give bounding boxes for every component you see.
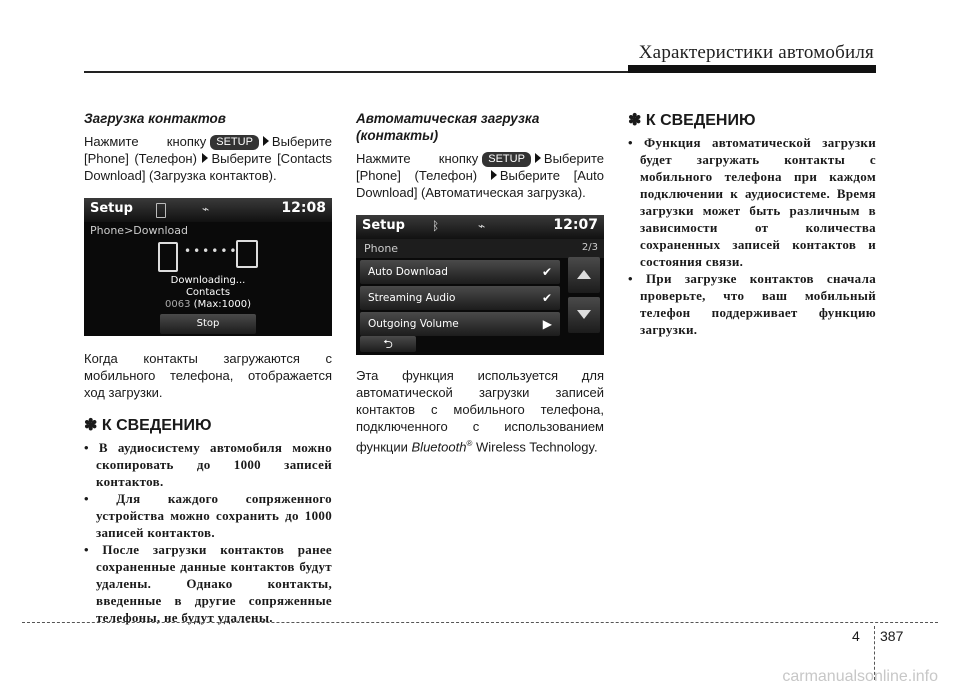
footer-rule [22,622,938,623]
check-icon: ✔ [541,265,552,279]
phone-device-icon [158,242,178,272]
screen-subtitle [356,239,604,258]
section-heading: Загрузка контактов [84,111,226,126]
instruction-text: Нажмите кнопку [84,134,207,149]
caution-heading: ✽ К СВЕДЕНИЮ [84,417,212,434]
instruction-paragraph [356,150,604,201]
chevron-right-icon: ▶ [542,317,552,331]
screen-clock: 12:07 [553,217,598,233]
bluetooth-icon: ᛒ [432,219,440,233]
column-notes [628,110,876,338]
screen-title: Setup [90,201,133,216]
arrow-right-icon [202,153,208,163]
arrow-right-icon [491,170,497,180]
watermark-text: carmanualsonline.info [782,668,938,685]
download-status: Downloading... [170,275,246,286]
caution-item: • После загрузки контактов ранее сохраненные данные контактов будут удалены. Однако контакты, введенные в другие сопряженные телефоны, не будут удалены. [84,541,332,626]
menu-item-label: Streaming Audio [368,292,456,304]
document-icon [236,240,258,268]
instruction-text: Выберите [Auto Download] (Автоматическая загрузка). [356,168,604,200]
back-button[interactable] [360,336,416,352]
caution-item: • Для каждого сопряженного устройства можно сохранить до 1000 записей контактов. [84,490,332,541]
caution-list [84,439,332,626]
column-auto-download [356,110,604,455]
screen-status-bar [356,215,604,239]
setup-key-label: SETUP [482,152,531,167]
usb-icon: ⌁ [202,202,210,216]
stop-button-label: Stop [196,318,220,329]
caution-item: • При загрузке контактов сначала проверьте, что ваш мобильный телефон поддерживает функцию загрузки. [628,270,876,338]
menu-item-label: Outgoing Volume [368,318,459,330]
instruction-text: Выберите [Contacts Download] (Загрузка контактов). [84,151,332,183]
chapter-number: 4 [852,628,860,644]
scroll-up-button[interactable] [568,257,600,293]
menu-item-label: Auto Download [368,266,448,278]
caution-list [628,134,876,338]
running-header: Характеристики автомобиля [638,42,874,63]
screen-phone-settings [356,215,604,355]
instruction-text: Выберите [Phone] (Телефон) [84,134,332,166]
setup-key-label: SETUP [210,135,259,150]
back-arrow-icon: ⮌ [383,337,393,351]
body-text: Эта функция используется для автоматической загрузки записей контактов с мобильного телефона, подключенного с использованием функции [356,368,604,455]
page-number: 387 [880,628,904,644]
bluetooth-term: Bluetooth [411,439,467,455]
page-indicator: 2/3 [581,242,598,253]
instruction-text: Нажмите кнопку [356,151,479,166]
body-paragraph [356,367,604,455]
triangle-down-icon [577,310,591,319]
body-text: Wireless Technology. [475,439,598,455]
menu-item-auto-download[interactable] [360,260,560,284]
arrow-right-icon [535,153,541,163]
arrow-right-icon [263,136,269,146]
screen-download [84,198,332,336]
screen-status-bar [84,198,332,222]
usb-icon: ⌁ [478,219,486,233]
caution-item: • В аудиосистему автомобиля можно скопировать до 1000 записей контактов. [84,439,332,490]
screen-title: Setup [362,218,405,233]
header-band [628,65,876,73]
body-paragraph: Когда контакты загружаются с мобильного телефона, отображается ход загрузки. [84,351,332,400]
instruction-text: Выберите [Phone] (Телефон) [356,151,604,183]
progress-dots: •••••• [184,244,239,258]
menu-item-outgoing-volume[interactable] [360,312,560,336]
caution-item: • Функция автоматической загрузки будет загружать контакты с мобильного телефона при каждом подключении к аудиосистеме. Время загрузки может быть различным в зависимости от количества сохраненных записей контактов и состояния связи. [628,134,876,270]
download-count-max: (Max:1000) [193,299,251,310]
triangle-up-icon [577,270,591,279]
stop-button[interactable] [160,314,256,334]
breadcrumb: Phone>Download [90,224,188,237]
column-contacts-download [84,110,332,626]
caution-heading: ✽ К СВЕДЕНИЮ [628,112,756,129]
phone-icon [156,203,166,218]
watermark [0,668,960,686]
download-count [84,299,332,310]
screen-clock: 12:08 [281,200,326,216]
section-heading: Автоматическая загрузка (контакты) [356,111,540,143]
download-type: Contacts [185,287,231,298]
scroll-down-button[interactable] [568,297,600,333]
check-icon: ✔ [541,291,552,305]
menu-item-streaming-audio[interactable] [360,286,560,310]
instruction-paragraph [84,133,332,184]
subtitle-text: Phone [364,242,399,255]
registered-mark: ® [466,439,473,448]
download-count-value: 0063 [165,299,191,310]
